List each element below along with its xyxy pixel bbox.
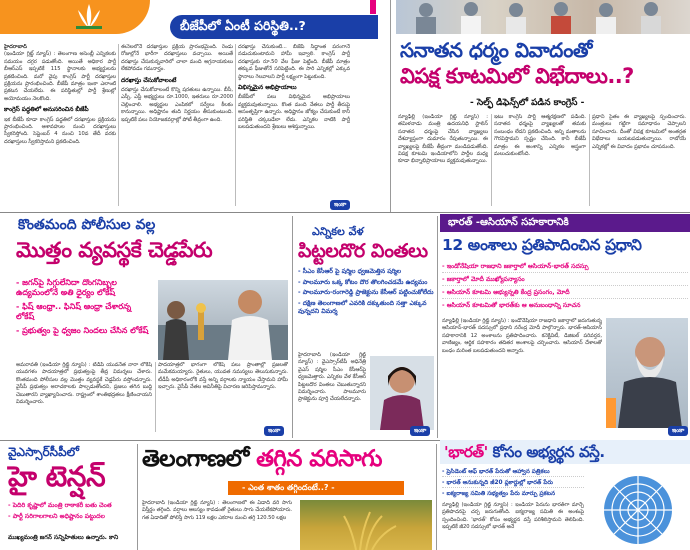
bjp-col2	[121, 44, 233, 209]
sanatana-kicker: - సెల్ఫ్‌ డిఫెన్స్‌లో పడిన కాంగ్రెస్‌ -	[470, 98, 585, 108]
bullet-item: - ప్రెసిడెంట్‌ ఆఫ్‌ భారత్‌ పేరుతో ఆహ్వాన పత్రికలు	[442, 468, 584, 477]
bullet-item: - ఆసియాన్‌ కూటమి అభ్యున్నతి కేంద్ర ప్రసంగం, మోదీ	[442, 288, 688, 299]
bullet-item: - జగన్‌పై సిగ్గులేనిదా దొంగనిబ్బల ఉద్యమంలోనే అతి ధైర్యం లోకేష్‌	[16, 278, 117, 297]
bjp-col1-subhead: కాంగ్రెస్‌ పద్ధతిలో అనుసరించిన బీజేపీ	[4, 106, 89, 114]
lokesh-body-left: అమరావతి (ఇండియా గ్లిట్జ్‌ న్యూస్‌) : టీడీపీ యువనేత నారా లోకేష్‌ యువగళం పాదయాత్రలో ప్రభుత్వంపై తీవ్ర విమర్శలు చేశారు. కొంతమంది పోలీసుల వల్ల మొత్తం వ్యవస్థకే చెడ్డపేరు వస్తోందన్నారు. వైసీపీ ప్రభుత్వం అరాచకాలకు పాల్పడుతోందని, ప్రజలు తగిన బుద్ధి చెబుతారని వ్యాఖ్యానించారు. రాష్ట్రంలో శాంతిభద్రతలు క్షీణించాయని విమర్శించారు.	[16, 362, 152, 406]
bullet-item: - పాలమూరు ఒక్క కోటం దొర తొలగించడమే ఉద్యమం	[298, 278, 428, 286]
bullet-text: ఐక్యరాజ్య సమితి సభ్యత్వం పేరు మార్పు ప్రకటన	[446, 491, 556, 497]
asean-headline: 12 అంశాలు ప్రతిపాదించిన ప్రధాని	[442, 236, 642, 254]
more-button[interactable]: ఇంకా	[330, 200, 350, 210]
bjp-headline-banner	[170, 15, 378, 39]
bjp-col2-subhead: దరఖాస్తు చేసుకోవాలంటే	[121, 76, 177, 84]
bjp-col1-p1: (ఇండియా గ్లిట్జ్‌ న్యూస్‌) : తెలంగాణ అసెంబ్లీ ఎన్నికలకు సమయం దగ్గర పడుతోంది. అయితే అధికార పార్టీ బీఆర్‌ఎస్‌ ఇప్పటికే 115 స్థానాలకు అభ్యర్థులను ప్రకటించింది. మరో వైపు కాంగ్రెస్‌ పార్టీ దరఖాస్తుల ప్రక్రియను ప్రారంభించింది. బీజేపీ మాత్రం ఇంకా ఎలాంటి ప్రకటన చేయలేదు. ఈ పరిస్థితుల్లో పార్టీ శ్రేణుల్లో అయోమయం నెలకొంది.	[4, 51, 116, 102]
bjp-col3-subhead: విభిన్నమైన అభిప్రాయాలు	[238, 84, 297, 92]
bharat-headline-b: కోసం అభ్యర్థన వస్తే.	[487, 443, 605, 461]
bullet-text: ఆసియాన్‌ కూటమితో భారత్‌కు ఆ అనుబంధాన్ని సూచన	[446, 302, 581, 309]
paddy-headline-a: తెలంగాణలో	[142, 446, 249, 472]
bullet-text: ప్రెసిడెంట్‌ ఆఫ్‌ భారత్‌ పేరుతో ఆహ్వాన పత్రికలు	[446, 469, 550, 475]
bjp-col2-p1: ఈనెలలోనే దరఖాస్తుల ప్రక్రియ ప్రారంభమైంది. రెండు రోజుల్లోనే భారీగా దరఖాస్తులు వచ్చాయి. అయితే దరఖాస్తు చేసుకున్నవారిలో చాలా మంది అగ్రనాయకులు లేకపోవడం గమనార్హం.	[121, 44, 233, 73]
leaders-photo	[396, 0, 690, 34]
bjp-col3	[238, 44, 350, 209]
sanatana-col1: న్యూఢిల్లీ (ఇండియా గ్లిట్జ్‌ న్యూస్‌) : తమిళనాడు మంత్రి ఉదయనిధి స్టాలిన్‌ సనాతన ధర్మంపై చేసిన వ్యాఖ్యలు దేశవ్యాప్తంగా దుమారం రేపుతున్నాయి. ఈ వ్యాఖ్యలపై బీజేపీ తీవ్రంగా మండిపడుతోంది. విపక్ష కూటమి ఇండియాలోని పార్టీల మధ్య కూడా భిన్నాభిప్రాయాలు వ్యక్తమవుతున్నాయి.	[398, 114, 488, 165]
bjp-col3-p1: దరఖాస్తు చేసుకుంటే... బీజేపీ సిద్ధాంత పరంగానే నడుచుకుంటామని హామీ ఇవ్వాలి. కాంగ్రెస్‌ పార్టీ దరఖాస్తుకు రూ.50 వేల ఫీజు పెట్టింది. బీజేపీ మాత్రం తక్కువ ఫీజుతోనే సరిపెట్టింది. ఈ సారి ఎన్నికల్లో ఎక్కువ స్థానాలు గెలవాలని పార్టీ లక్ష్యంగా పెట్టుకుంది.	[238, 44, 350, 80]
bullet-text: ఫిష్‌ ఆంధ్రా.. ఫినిష్‌ ఆంధ్రా చేశారన్న లోకేష్‌	[16, 302, 132, 321]
bharat-headline	[440, 440, 690, 464]
lokesh-photo	[158, 280, 288, 360]
bullet-item: - భారత్‌ అనుకున్నది జీ20 ప్లకార్డుల్లో భారత్‌ పేరు	[442, 479, 584, 488]
bullet-item: - పెదిరి కృష్ణాలో మంత్రి రాఠాకరీ బతు చెంత	[8, 502, 112, 509]
dateline: హైదరాబాద్‌	[4, 44, 27, 50]
bullet-item: - ఆసియాన్‌ కూటమితో భారత్‌కు ఆ అనుబంధాన్ని సూచన	[442, 302, 581, 309]
bullet-item: - ఐక్యరాజ్య సమితి సభ్యత్వం పేరు మార్పు ప్రకటన	[442, 491, 556, 497]
asean-body: న్యూఢిల్లీ (ఇండియా గ్లిట్జ్‌ న్యూస్‌) : ఇండోనేషియా రాజధాని జకార్తాలో జరుగుతున్న ఆసియాన్‌-భారత్‌ సదస్సులో ప్రధాని నరేంద్ర మోదీ పాల్గొన్నారు. భారత్‌-ఆసియాన్‌ సహకారానికి 12 అంశాలను ప్రతిపాదించారు. కనెక్టివిటీ, డిజిటల్‌ పరివర్తన, వాణిజ్యం, ఆర్థిక సహకారం తదితర అంశాలపై చర్చించారు. ఆసియాన్‌ దేశాలతో బంధం మరింత బలపడుతుందని అన్నారు.	[442, 318, 602, 354]
un-emblem	[588, 468, 688, 548]
bullet-item: - సీఎం కేసీఆర్‌ పై షర్మిల ధ్వజమెత్తిన షర్మిల	[298, 268, 402, 275]
bullet-text: జకార్తాలో మోదీ ముఖ్యోపన్యాసం	[446, 276, 525, 283]
more-button[interactable]: ఇంకా	[668, 426, 688, 436]
lokesh-bullets	[16, 278, 152, 336]
bharat-body: న్యూఢిల్లీ (ఇండియా గ్లిట్జ్‌ న్యూస్‌) : ఇండియా పేరును భారత్‌గా మార్చే ప్రతిపాదనపై చర్చ జరుగుతోంది. ఐక్యరాజ్య సమితి ఈ అంశంపై స్పందించింది. 'భారత్‌' కోసం అభ్యర్థన వస్తే పరిశీలిస్తామని తెలిపింది. ఇప్పటికే జీ20 సదస్సులో భారత్‌ అనే	[442, 502, 584, 531]
bullet-item: - ఫిష్‌ ఆంధ్రా.. ఫినిష్‌ ఆంధ్రా చేశారన్న లోకేష్‌	[16, 302, 132, 321]
paddy-headline-b: తగ్గిన వరిసాగు	[256, 446, 382, 472]
bullet-text: ఆసియాన్‌ కూటమి అభ్యున్నతి కేంద్ర ప్రసంగం, మోదీ	[446, 289, 570, 296]
sanatana-col3: ప్రధాని సైతం ఈ వ్యాఖ్యలపై స్పందించారు. మంత్రులు గట్టిగా సమాధానం చెప్పాలని సూచించారు. దీంతో విపక్ష కూటమిలో అంతర్గత విభేదాలు బయటపడుతున్నాయి. రాబోయే ఎన్నికల్లో ఈ వివాదం ప్రభావం చూపనుంది.	[592, 114, 686, 150]
bullet-text: పార్టీ సరిగాలగాలని అధిష్టానం పట్టుదల	[12, 512, 105, 520]
bullet-item: - జకార్తాలో మోదీ ముఖ్యోపన్యాసం	[442, 275, 688, 286]
bullet-item: - పాలమూరు-రంగారెడ్డి ప్రాజెక్టును కేసీఆర్‌ పట్టించుకోలేదు	[298, 289, 434, 296]
bullet-text: భారత్‌ అనుకున్నది జీ20 ప్లకార్డుల్లో భారత్‌ పేరు	[446, 480, 553, 486]
bullet-item: - దక్షిణ తెలంగాణలో ఎవరికి దక్కుతుంది సత్తా ఎక్కువ వున్నదని విమర్శ	[298, 299, 427, 315]
more-button[interactable]: ఇంకా	[410, 426, 430, 436]
bullet-text: దక్షిణ తెలంగాణలో ఎవరికి దక్కుతుంది సత్తా ఎక్కువ వున్నదని విమర్శ	[298, 299, 427, 315]
sanatana-col2: ఇటు కాంగ్రెస్‌ పార్టీ ఆత్మరక్షణలో పడింది. సనాతన ధర్మంపై వ్యాఖ్యలతో తమకు సంబంధం లేదని ప్రకటించింది. అన్ని మతాలను గౌరవిస్తామని స్పష్టం చేసింది. కానీ బీజేపీ మాత్రం ఈ అంశాన్ని ఎన్నికల అస్త్రంగా మలుచుకుంటోంది.	[494, 114, 586, 158]
asean-kicker: భారత్‌ -ఆసియాన్‌ సహకారానికి	[448, 217, 569, 228]
paddy-kicker-banner	[228, 481, 404, 495]
bjp-col1-p2: ఇక బీజేపీ కూడా కాంగ్రెస్‌ పద్ధతిలో దరఖాస్తుల ప్రక్రియను ప్రారంభించింది. ఆశావహుల నుంచి దరఖాస్తులు స్వీకరిస్తోంది. సెప్టెంబర్‌ 4 నుంచి 10వ తేదీ వరకు దరఖాస్తులు స్వీకరిస్తామని ప్రకటించింది.	[4, 116, 116, 145]
bullet-text: జగన్‌పై సిగ్గులేనిదా దొంగనిబ్బల ఉద్యమంలోనే అతి ధైర్యం లోకేష్‌	[16, 278, 117, 297]
paddy-kicker: - ఎంత శాతం తగ్గిందంటే..? -	[242, 482, 335, 492]
sanatana-headline-line1: సనాతన ధర్మం వివాదంతో	[400, 38, 592, 62]
bullet-text: ప్రభుత్వం పై ధ్వజం నిందలు చేసిన లోకేష్‌	[22, 326, 149, 335]
ysrcp-headline: హై టెన్షన్‌	[8, 460, 106, 493]
bjp-headline: బీజేపీలో ఏంటీ పరిస్థితి..?	[180, 17, 306, 33]
ysrcp-bullets	[8, 502, 134, 521]
sharmila-photo	[370, 356, 434, 430]
bjp-col2-p2: దరఖాస్తు చేసుకోవాలంటే కొన్ని షరతులు ఉన్నాయి. బీసీ, ఎస్సీ, ఎస్టీ అభ్యర్థులు రూ.1000, ఇతరులు రూ.2000 చెల్లించాలి. అభ్యర్థుల ఎంపికలో సర్వేలు కీలకం కానున్నాయి. అధిష్టానం తుది నిర్ణయం తీసుకుంటుంది. ఇప్పటికే పలు నియోజకవర్గాల్లో పోటీ తీవ్రంగా ఉంది.	[121, 87, 233, 123]
bullet-item: - పార్టీ సరిగాలగాలని అధిష్టానం పట్టుదల	[8, 512, 105, 520]
bullet-text: పెదిరి కృష్ణాలో మంత్రి రాఠాకరీ బతు చెంత	[12, 502, 112, 509]
asean-bullets	[442, 262, 688, 310]
sharmila-bullets	[298, 268, 434, 317]
sanatana-headline-line2: విపక్ష కూటమిలో విభేదాలు..?	[400, 64, 634, 88]
bullet-item: - ఇండోనేషియా రాజధాని జకార్తాలో ఆసియాన్‌-భారత్‌ సదస్సు	[442, 262, 688, 273]
lokesh-headline-small: కొంతమంది పోలీసుల వల్ల	[18, 217, 156, 233]
people-silhouettes	[396, 0, 690, 34]
bjp-col3-p2: బీజేపీలో పలు విభిన్నమైన అభిప్రాయాలు వ్యక్తమవుతున్నాయి. కొంత మంది నేతలు పార్టీ తీరుపై అసంతృప్తిగా ఉన్నారు. అధిష్టానం జోక్యం చేసుకుంటే కానీ పరిస్థితి చక్కబడేలా లేదు. ఎన్నికల నాటికి పార్టీ బలపడుతుందని శ్రేణులు ఆశిస్తున్నాయి.	[238, 94, 350, 131]
bullet-text: సీఎం కేసీఆర్‌ పై షర్మిల ధ్వజమెత్తిన షర్మిల	[302, 268, 402, 275]
paddy-headline	[142, 446, 382, 478]
lotus-icon	[72, 2, 106, 30]
bjp-col1	[4, 44, 116, 209]
accent-stripe	[370, 0, 376, 14]
bullet-text: పాలమూరు-రంగారెడ్డి ప్రాజెక్టును కేసీఆర్‌ పట్టించుకోలేదు	[302, 289, 434, 296]
bullet-text: ఇండోనేషియా రాజధాని జకార్తాలో ఆసియాన్‌-భారత్‌ సదస్సు	[446, 263, 589, 270]
bjp-logo-image	[0, 0, 150, 34]
sharmila-body: హైదరాబాద్‌ (ఇండియా గ్లిట్జ్‌ న్యూస్‌) : వైఎస్సార్‌టీపీ అధినేత్రి వైఎస్‌ షర్మిల సీఎం కేసీఆర్‌పై ధ్వజమెత్తారు. ఎన్నికల వేళ కేసీఆర్‌ పిట్టలదొర వింతలు చెబుతున్నారని విమర్శించారు. పాలమూరు ప్రాజెక్టును పూర్తి చేయలేదన్నారు.	[298, 352, 366, 403]
paddy-photo	[300, 500, 432, 550]
sharmila-headline: పిట్టలదొర వింతలు	[298, 240, 428, 262]
bullet-text: పాలమూరు ఒక్క కోటం దొర తొలగించడమే ఉద్యమం	[302, 278, 428, 286]
bharat-bullets	[442, 468, 584, 498]
paddy-body: హైదరాబాద్‌ (ఇండియా గ్లిట్జ్‌ న్యూస్‌) : తెలంగాణలో ఈ ఏడాది వరి సాగు విస్తీర్ణం తగ్గింది. వర్షాలు ఆలస్యం కావడంతో రైతులు సాగు చేయలేకపోయారు. గత ఏడాదితో పోలిస్తే సాగు 119 లక్షల ఎకరాల నుంచి తగ్గి 120.50 లక్షల	[142, 500, 292, 521]
un-globe-icon	[588, 468, 688, 548]
ysrcp-kicker: వైఎస్సార్‌సీపీలో	[8, 445, 79, 459]
bullet-item: - ప్రభుత్వం పై ధ్వజం నిందలు చేసిన లోకేష్‌	[16, 326, 149, 335]
lokesh-body-right: పాదయాత్రలో భాగంగా లోకేష్‌ పలు ప్రాంతాల్లో ప్రజలతో మమేకమయ్యారు. రైతులు, యువత సమస్యలు తెలుసుకున్నారు. టీడీపీ అధికారంలోకి వస్తే అన్ని వర్గాలకు న్యాయం చేస్తామని హామీ ఇచ్చారు. వైసీపీ నేతల అవినీతిపై విచారణ జరిపిస్తామన్నారు.	[158, 362, 288, 391]
ysrcp-tail: ముఖ్యమంత్రి జగన్‌ సన్నిహితులు ఉన్నారు. కాని	[8, 534, 119, 541]
more-button[interactable]: ఇంకా	[264, 426, 284, 436]
lokesh-headline-big: మొత్తం వ్యవస్థకే చెడ్డపేరు	[16, 238, 213, 262]
modi-photo	[606, 318, 688, 428]
bharat-headline-a: 'భారత్‌'	[444, 443, 488, 461]
asean-kicker-banner	[440, 214, 690, 232]
sharmila-kicker: ఎన్నికల వేళ	[312, 225, 364, 238]
